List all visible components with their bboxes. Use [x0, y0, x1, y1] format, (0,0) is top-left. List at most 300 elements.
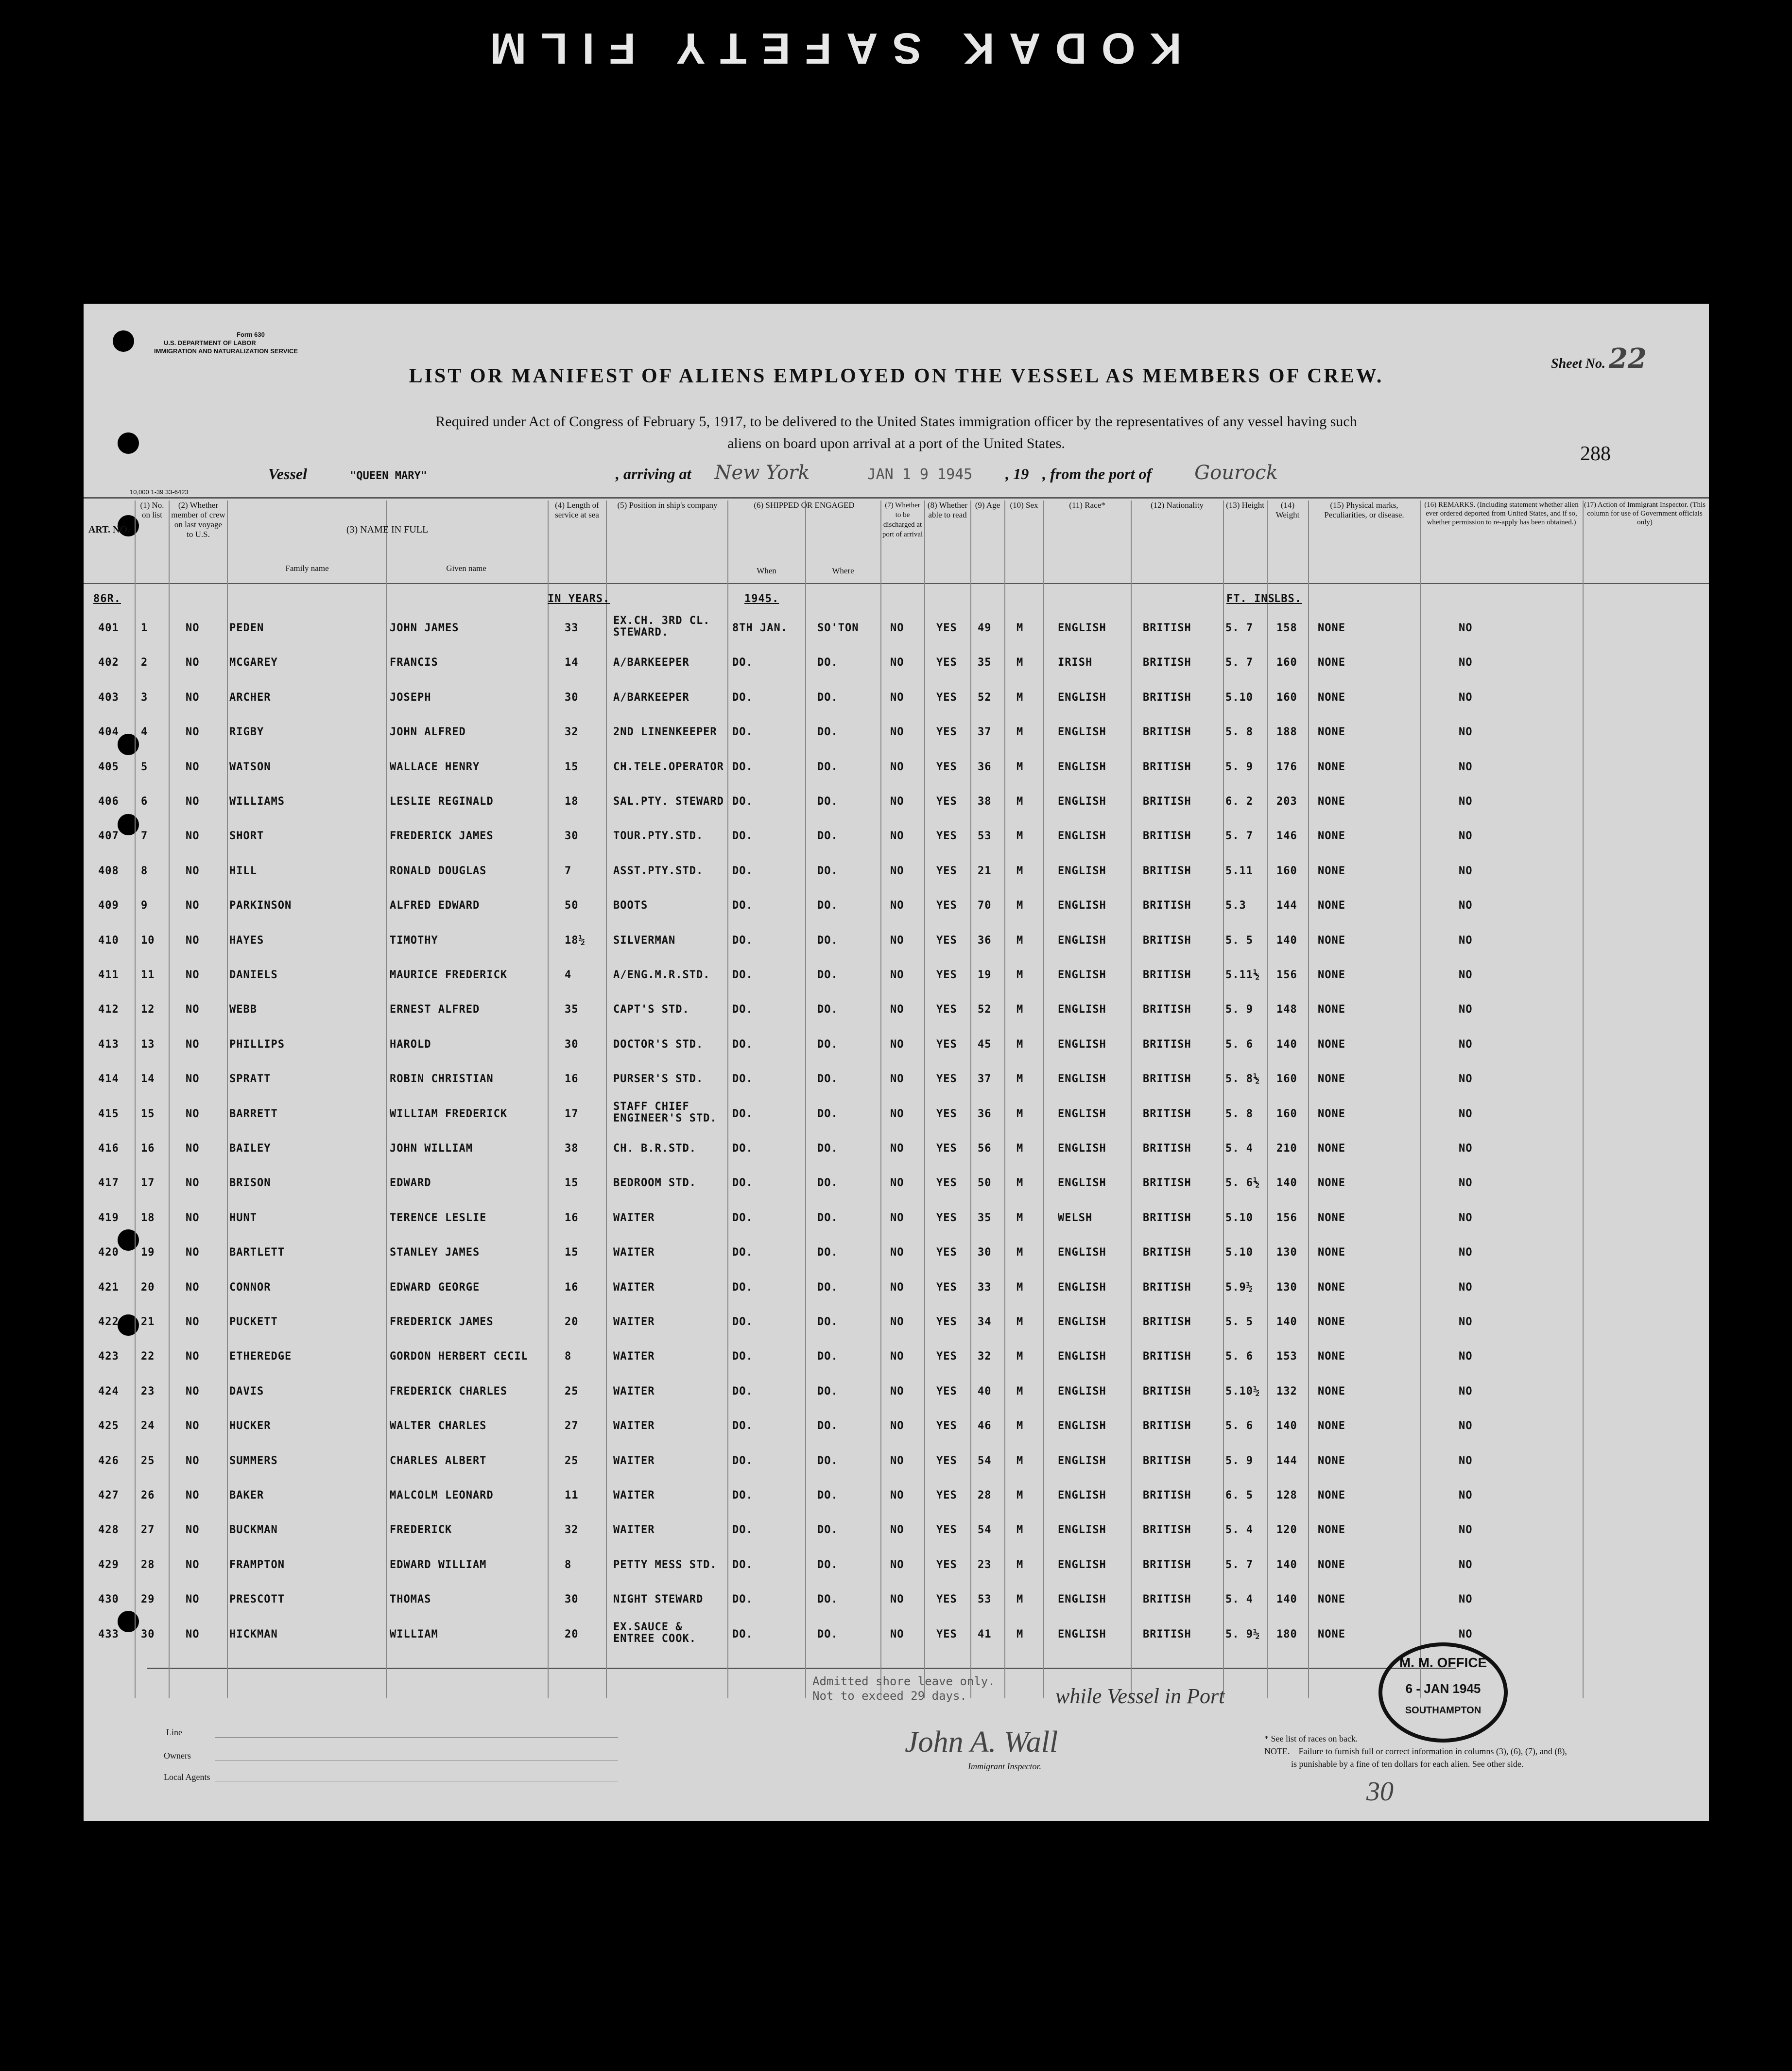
cell-discharged: NO — [890, 1316, 904, 1328]
cell-position: WAITER — [613, 1524, 655, 1536]
cell-nationality: BRITISH — [1143, 830, 1191, 843]
cell-age: 46 — [978, 1420, 992, 1432]
cell-discharged: NO — [890, 1003, 904, 1016]
cell-physical-marks: NONE — [1318, 1593, 1345, 1606]
cell-position: WAITER — [613, 1246, 655, 1259]
table-top-rule — [84, 497, 1709, 499]
cell-position: WAITER — [613, 1316, 655, 1328]
table-bottom-rule — [147, 1668, 1456, 1669]
cell-family-name: HAYES — [229, 934, 264, 947]
cell-sex: M — [1017, 1211, 1024, 1224]
cell-given-name: RONALD DOUGLAS — [390, 864, 487, 877]
cell-sex: M — [1017, 726, 1024, 739]
cell-position: WAITER — [613, 1281, 655, 1294]
cell-service-years: 38 — [565, 1142, 579, 1155]
cell-shipped-where: DO. — [817, 1489, 838, 1501]
cell-art-number: 413 — [98, 1038, 119, 1051]
cell-service-years: 25 — [565, 1454, 579, 1467]
cell-race: ENGLISH — [1058, 1107, 1106, 1120]
cell-remarks: NO — [1459, 1454, 1473, 1467]
cell-remarks: NO — [1459, 899, 1473, 912]
cell-remarks: NO — [1459, 1073, 1473, 1086]
cell-remarks: NO — [1459, 622, 1473, 634]
cell-age: 35 — [978, 656, 992, 669]
cell-position: SILVERMAN — [613, 934, 676, 947]
cell-last-voyage: NO — [186, 1593, 200, 1606]
cell-list-number: 2 — [141, 656, 148, 669]
cell-shipped-when: DO. — [732, 1489, 753, 1501]
cell-age: 41 — [978, 1628, 992, 1640]
cell-weight: 140 — [1276, 1420, 1297, 1432]
cell-last-voyage: NO — [186, 934, 200, 947]
cell-position: WAITER — [613, 1211, 655, 1224]
cell-service-years: 30 — [565, 830, 579, 843]
cell-shipped-when: DO. — [732, 1385, 753, 1398]
cell-remarks: NO — [1459, 760, 1473, 773]
cell-remarks: NO — [1459, 1593, 1473, 1606]
cell-height: 5. 6 — [1225, 1350, 1253, 1363]
cell-list-number: 4 — [141, 726, 148, 739]
cell-able-to-read: YES — [936, 1454, 957, 1467]
cell-shipped-where: DO. — [817, 1177, 838, 1190]
cell-family-name: ARCHER — [229, 691, 271, 704]
cell-race: ENGLISH — [1058, 1420, 1106, 1432]
cell-race: ENGLISH — [1058, 1524, 1106, 1536]
cell-art-number: 433 — [98, 1628, 119, 1640]
cell-shipped-when: DO. — [732, 1246, 753, 1259]
cell-age: 56 — [978, 1142, 992, 1155]
cell-position: TOUR.PTY.STD. — [613, 830, 704, 843]
cell-physical-marks: NONE — [1318, 1246, 1345, 1259]
table-row — [84, 830, 1709, 859]
cell-last-voyage: NO — [186, 1628, 200, 1640]
col-header-shipped-when: When — [757, 566, 776, 575]
cell-given-name: TERENCE LESLIE — [390, 1211, 487, 1224]
cell-shipped-when: DO. — [732, 691, 753, 704]
cell-height: 5. 8 — [1225, 1107, 1253, 1120]
cell-shipped-when: DO. — [732, 726, 753, 739]
cell-last-voyage: NO — [186, 1489, 200, 1501]
cell-height: 5.10 — [1225, 1246, 1253, 1259]
cell-list-number: 11 — [141, 969, 155, 981]
cell-race: ENGLISH — [1058, 760, 1106, 773]
cell-able-to-read: YES — [936, 1385, 957, 1398]
sheet-number: 22 — [1609, 343, 1647, 375]
table-row — [84, 1038, 1709, 1068]
cell-service-years: 30 — [565, 1593, 579, 1606]
cell-sex: M — [1017, 1385, 1024, 1398]
subheader-height: FT. INS — [1226, 593, 1275, 605]
cell-height: 5. 7 — [1225, 622, 1253, 634]
cell-remarks: NO — [1459, 691, 1473, 704]
cell-remarks: NO — [1459, 795, 1473, 808]
cell-weight: 132 — [1276, 1385, 1297, 1398]
cell-physical-marks: NONE — [1318, 691, 1345, 704]
cell-shipped-where: DO. — [817, 691, 838, 704]
cell-physical-marks: NONE — [1318, 1350, 1345, 1363]
cell-weight: 140 — [1276, 1177, 1297, 1190]
cell-sex: M — [1017, 830, 1024, 843]
cell-able-to-read: YES — [936, 1350, 957, 1363]
line-label: Line — [166, 1727, 182, 1737]
cell-position: ASST.PTY.STD. — [613, 864, 704, 877]
cell-art-number: 403 — [98, 691, 119, 704]
table-row — [84, 1073, 1709, 1102]
cell-physical-marks: NONE — [1318, 1385, 1345, 1398]
cell-list-number: 23 — [141, 1385, 155, 1398]
cell-height: 5. 6 — [1225, 1038, 1253, 1051]
cell-weight: 153 — [1276, 1350, 1297, 1363]
cell-nationality: BRITISH — [1143, 795, 1191, 808]
cell-able-to-read: YES — [936, 1489, 957, 1501]
cell-physical-marks: NONE — [1318, 1107, 1345, 1120]
cell-shipped-when: DO. — [732, 934, 753, 947]
cell-able-to-read: YES — [936, 1246, 957, 1259]
cell-shipped-when: DO. — [732, 1558, 753, 1571]
cell-art-number: 415 — [98, 1107, 119, 1120]
cell-weight: 140 — [1276, 1316, 1297, 1328]
cell-weight: 160 — [1276, 656, 1297, 669]
cell-family-name: SHORT — [229, 830, 264, 843]
cell-position: SAL.PTY. STEWARD — [613, 795, 724, 808]
cell-given-name: FRANCIS — [390, 656, 438, 669]
cell-sex: M — [1017, 1003, 1024, 1016]
cell-family-name: WILLIAMS — [229, 795, 285, 808]
cell-family-name: MCGAREY — [229, 656, 278, 669]
fine-note-1: NOTE.—Failure to furnish full or correct information in columns (3), (6), (7), and (8), — [1264, 1746, 1567, 1756]
cell-able-to-read: YES — [936, 1281, 957, 1294]
cell-discharged: NO — [890, 1524, 904, 1536]
cell-nationality: BRITISH — [1143, 934, 1191, 947]
cell-list-number: 6 — [141, 795, 148, 808]
cell-age: 52 — [978, 1003, 992, 1016]
cell-able-to-read: YES — [936, 864, 957, 877]
cell-sex: M — [1017, 1038, 1024, 1051]
cell-service-years: 18½ — [565, 934, 586, 947]
cell-shipped-where: DO. — [817, 899, 838, 912]
cell-shipped-when: DO. — [732, 1420, 753, 1432]
col-header-shipped: (6) SHIPPED OR ENGAGED — [754, 500, 855, 510]
cell-discharged: NO — [890, 1281, 904, 1294]
col-header-able-read: (8) Whether able to read — [927, 500, 968, 519]
cell-race: ENGLISH — [1058, 1246, 1106, 1259]
cell-sex: M — [1017, 1524, 1024, 1536]
cell-shipped-when: DO. — [732, 1038, 753, 1051]
cell-able-to-read: YES — [936, 656, 957, 669]
table-row — [84, 726, 1709, 755]
cell-remarks: NO — [1459, 864, 1473, 877]
cell-sex: M — [1017, 1073, 1024, 1086]
cell-last-voyage: NO — [186, 1211, 200, 1224]
cell-nationality: BRITISH — [1143, 1316, 1191, 1328]
cell-family-name: BARRETT — [229, 1107, 278, 1120]
cell-shipped-where: DO. — [817, 830, 838, 843]
cell-physical-marks: NONE — [1318, 795, 1345, 808]
cell-height: 5. 4 — [1225, 1593, 1253, 1606]
cell-race: ENGLISH — [1058, 1073, 1106, 1086]
cell-art-number: 409 — [98, 899, 119, 912]
cell-sex: M — [1017, 1454, 1024, 1467]
cell-race: ENGLISH — [1058, 830, 1106, 843]
cell-weight: 140 — [1276, 1593, 1297, 1606]
cell-weight: 160 — [1276, 1073, 1297, 1086]
cell-height: 5. 9 — [1225, 760, 1253, 773]
cell-able-to-read: YES — [936, 1107, 957, 1120]
cell-remarks: NO — [1459, 1420, 1473, 1432]
cell-list-number: 5 — [141, 760, 148, 773]
cell-given-name: JOSEPH — [390, 691, 431, 704]
cell-able-to-read: YES — [936, 726, 957, 739]
cell-discharged: NO — [890, 1420, 904, 1432]
cell-race: ENGLISH — [1058, 1316, 1106, 1328]
cell-shipped-when: DO. — [732, 830, 753, 843]
cell-shipped-where: DO. — [817, 1316, 838, 1328]
cell-height: 5. 6½ — [1225, 1177, 1260, 1190]
cell-remarks: NO — [1459, 1003, 1473, 1016]
cell-able-to-read: YES — [936, 1628, 957, 1640]
cell-shipped-where: DO. — [817, 1073, 838, 1086]
cell-list-number: 1 — [141, 622, 148, 634]
cell-weight: 146 — [1276, 830, 1297, 843]
cell-shipped-when: DO. — [732, 899, 753, 912]
cell-discharged: NO — [890, 830, 904, 843]
cell-given-name: EDWARD — [390, 1177, 431, 1190]
table-row — [84, 934, 1709, 964]
cell-family-name: ETHEREDGE — [229, 1350, 292, 1363]
cell-remarks: NO — [1459, 969, 1473, 981]
stamp-bottom-text: SOUTHAMPTON — [1405, 1705, 1482, 1716]
cell-nationality: BRITISH — [1143, 899, 1191, 912]
table-row — [84, 1177, 1709, 1206]
cell-art-number: 417 — [98, 1177, 119, 1190]
cell-weight: 188 — [1276, 726, 1297, 739]
cell-position: PETTY MESS STD. — [613, 1558, 717, 1571]
cell-able-to-read: YES — [936, 1420, 957, 1432]
table-row — [84, 865, 1709, 894]
cell-family-name: WATSON — [229, 760, 271, 773]
cell-discharged: NO — [890, 760, 904, 773]
col-header-name: (3) NAME IN FULL — [346, 524, 429, 535]
cell-given-name: ROBIN CHRISTIAN — [390, 1073, 494, 1086]
cell-art-number: 408 — [98, 864, 119, 877]
cell-physical-marks: NONE — [1318, 1420, 1345, 1432]
cell-height: 5.11 — [1225, 864, 1253, 877]
cell-art-number: 416 — [98, 1142, 119, 1155]
cell-physical-marks: NONE — [1318, 656, 1345, 669]
cell-last-voyage: NO — [186, 760, 200, 773]
col-header-nationality: (12) Nationality — [1150, 500, 1204, 510]
cell-family-name: DANIELS — [229, 969, 278, 981]
cell-weight: 140 — [1276, 934, 1297, 947]
cell-able-to-read: YES — [936, 795, 957, 808]
cell-list-number: 27 — [141, 1524, 155, 1536]
cell-race: ENGLISH — [1058, 1454, 1106, 1467]
cell-sex: M — [1017, 760, 1024, 773]
cell-remarks: NO — [1459, 1142, 1473, 1155]
subtitle-line-2: aliens on board upon arrival at a port of the United States. — [727, 435, 1065, 451]
cell-service-years: 32 — [565, 726, 579, 739]
table-row — [84, 1489, 1709, 1519]
cell-last-voyage: NO — [186, 830, 200, 843]
header-bottom-rule — [84, 583, 1709, 584]
cell-physical-marks: NONE — [1318, 1281, 1345, 1294]
cell-service-years: 33 — [565, 622, 579, 634]
form-id-block — [154, 330, 298, 355]
col-header-sex: (10) Sex — [1010, 500, 1038, 510]
cell-age: 49 — [978, 622, 992, 634]
cell-age: 54 — [978, 1454, 992, 1467]
from-label: , from the port of — [1042, 465, 1152, 483]
cell-race: ENGLISH — [1058, 934, 1106, 947]
cell-race: ENGLISH — [1058, 864, 1106, 877]
cell-given-name: HAROLD — [390, 1038, 431, 1051]
cell-age: 32 — [978, 1350, 992, 1363]
table-row — [84, 1316, 1709, 1345]
cell-list-number: 16 — [141, 1142, 155, 1155]
cell-last-voyage: NO — [186, 1107, 200, 1120]
cell-weight: 140 — [1276, 1038, 1297, 1051]
table-row — [84, 1212, 1709, 1241]
table-row — [84, 615, 1709, 651]
cell-age: 40 — [978, 1385, 992, 1398]
cell-sex: M — [1017, 934, 1024, 947]
cell-given-name: FREDERICK JAMES — [390, 830, 494, 843]
cell-shipped-when: DO. — [732, 1350, 753, 1363]
cell-list-number: 17 — [141, 1177, 155, 1190]
cell-discharged: NO — [890, 691, 904, 704]
cell-discharged: NO — [890, 1211, 904, 1224]
cell-able-to-read: YES — [936, 691, 957, 704]
cell-physical-marks: NONE — [1318, 622, 1345, 634]
cell-family-name: FRAMPTON — [229, 1558, 285, 1571]
cell-given-name: MAURICE FREDERICK — [390, 969, 508, 981]
cell-remarks: NO — [1459, 1281, 1473, 1294]
cell-race: ENGLISH — [1058, 1385, 1106, 1398]
cell-list-number: 28 — [141, 1558, 155, 1571]
cell-remarks: NO — [1459, 1107, 1473, 1120]
cell-able-to-read: YES — [936, 969, 957, 981]
department: U.S. DEPARTMENT OF LABOR — [164, 339, 256, 346]
cell-height: 5.11½ — [1225, 969, 1260, 981]
cell-able-to-read: YES — [936, 830, 957, 843]
cell-discharged: NO — [890, 1142, 904, 1155]
cell-shipped-where: DO. — [817, 760, 838, 773]
cell-weight: 148 — [1276, 1003, 1297, 1016]
cell-able-to-read: YES — [936, 1073, 957, 1086]
cell-last-voyage: NO — [186, 969, 200, 981]
col-header-inspector-action: (17) Action of Immigrant Inspector. (This column for use of Government officials only) — [1584, 501, 1706, 526]
cell-discharged: NO — [890, 1246, 904, 1259]
cell-position: WAITER — [613, 1350, 655, 1363]
table-row — [84, 1142, 1709, 1172]
cell-race: ENGLISH — [1058, 726, 1106, 739]
cell-given-name: STANLEY JAMES — [390, 1246, 480, 1259]
cell-remarks: NO — [1459, 1558, 1473, 1571]
cell-last-voyage: NO — [186, 1281, 200, 1294]
cell-race: ENGLISH — [1058, 899, 1106, 912]
cell-height: 5. 8 — [1225, 726, 1253, 739]
inspector-signature: John A. Wall — [905, 1726, 1058, 1759]
cell-list-number: 8 — [141, 864, 148, 877]
cell-age: 37 — [978, 1073, 992, 1086]
cell-able-to-read: YES — [936, 1593, 957, 1606]
cell-height: 5.10 — [1225, 1211, 1253, 1224]
cell-sex: M — [1017, 795, 1024, 808]
table-row — [84, 1455, 1709, 1484]
cell-family-name: SUMMERS — [229, 1454, 278, 1467]
cell-given-name: FREDERICK JAMES — [390, 1316, 494, 1328]
cell-shipped-where: DO. — [817, 656, 838, 669]
cell-list-number: 9 — [141, 899, 148, 912]
cell-service-years: 15 — [565, 1246, 579, 1259]
cell-service-years: 18 — [565, 795, 579, 808]
cell-discharged: NO — [890, 1073, 904, 1086]
cell-race: ENGLISH — [1058, 622, 1106, 634]
cell-art-number: 414 — [98, 1073, 119, 1086]
cell-service-years: 11 — [565, 1489, 579, 1501]
cell-service-years: 30 — [565, 1038, 579, 1051]
cell-nationality: BRITISH — [1143, 1489, 1191, 1501]
cell-given-name: ALFRED EDWARD — [390, 899, 480, 912]
print-code: 10,000 1-39 33-6423 — [130, 488, 189, 496]
col-header-race: (11) Race* — [1069, 500, 1105, 510]
admitted-stamp — [812, 1674, 995, 1703]
service: IMMIGRATION AND NATURALIZATION SERVICE — [154, 347, 298, 355]
cell-remarks: NO — [1459, 1211, 1473, 1224]
cell-height: 5. 9 — [1225, 1003, 1253, 1016]
cell-list-number: 24 — [141, 1420, 155, 1432]
cell-service-years: 20 — [565, 1316, 579, 1328]
table-row — [84, 761, 1709, 790]
cell-list-number: 12 — [141, 1003, 155, 1016]
cell-race: ENGLISH — [1058, 1142, 1106, 1155]
cell-height: 5. 9 — [1225, 1454, 1253, 1467]
cell-able-to-read: YES — [936, 899, 957, 912]
cell-family-name: PEDEN — [229, 622, 264, 634]
cell-able-to-read: YES — [936, 1038, 957, 1051]
cell-physical-marks: NONE — [1318, 760, 1345, 773]
cell-age: 50 — [978, 1177, 992, 1190]
cell-service-years: 4 — [565, 969, 572, 981]
cell-race: ENGLISH — [1058, 1177, 1106, 1190]
cell-remarks: NO — [1459, 1350, 1473, 1363]
cell-weight: 160 — [1276, 864, 1297, 877]
cell-age: 37 — [978, 726, 992, 739]
cell-list-number: 30 — [141, 1628, 155, 1640]
cell-physical-marks: NONE — [1318, 934, 1345, 947]
cell-discharged: NO — [890, 1107, 904, 1120]
cell-family-name: PARKINSON — [229, 899, 292, 912]
mm-office-stamp — [1378, 1642, 1508, 1743]
table-row — [84, 656, 1709, 686]
cell-shipped-where: DO. — [817, 726, 838, 739]
cell-weight: 120 — [1276, 1524, 1297, 1536]
cell-last-voyage: NO — [186, 1177, 200, 1190]
col-header-height: (13) Height — [1226, 500, 1264, 510]
cell-service-years: 50 — [565, 899, 579, 912]
cell-position: 2ND LINENKEEPER — [613, 726, 717, 739]
cell-art-number: 406 — [98, 795, 119, 808]
cell-able-to-read: YES — [936, 1211, 957, 1224]
cell-shipped-where: DO. — [817, 1142, 838, 1155]
table-row — [84, 1385, 1709, 1415]
races-note: * See list of races on back. — [1264, 1734, 1358, 1743]
cell-given-name: JOHN JAMES — [390, 622, 459, 634]
cell-remarks: NO — [1459, 1628, 1473, 1640]
subheader-year: 1945. — [744, 593, 779, 605]
arrival-date: JAN 1 9 1945 — [867, 466, 973, 483]
cell-height: 5.9½ — [1225, 1281, 1253, 1294]
